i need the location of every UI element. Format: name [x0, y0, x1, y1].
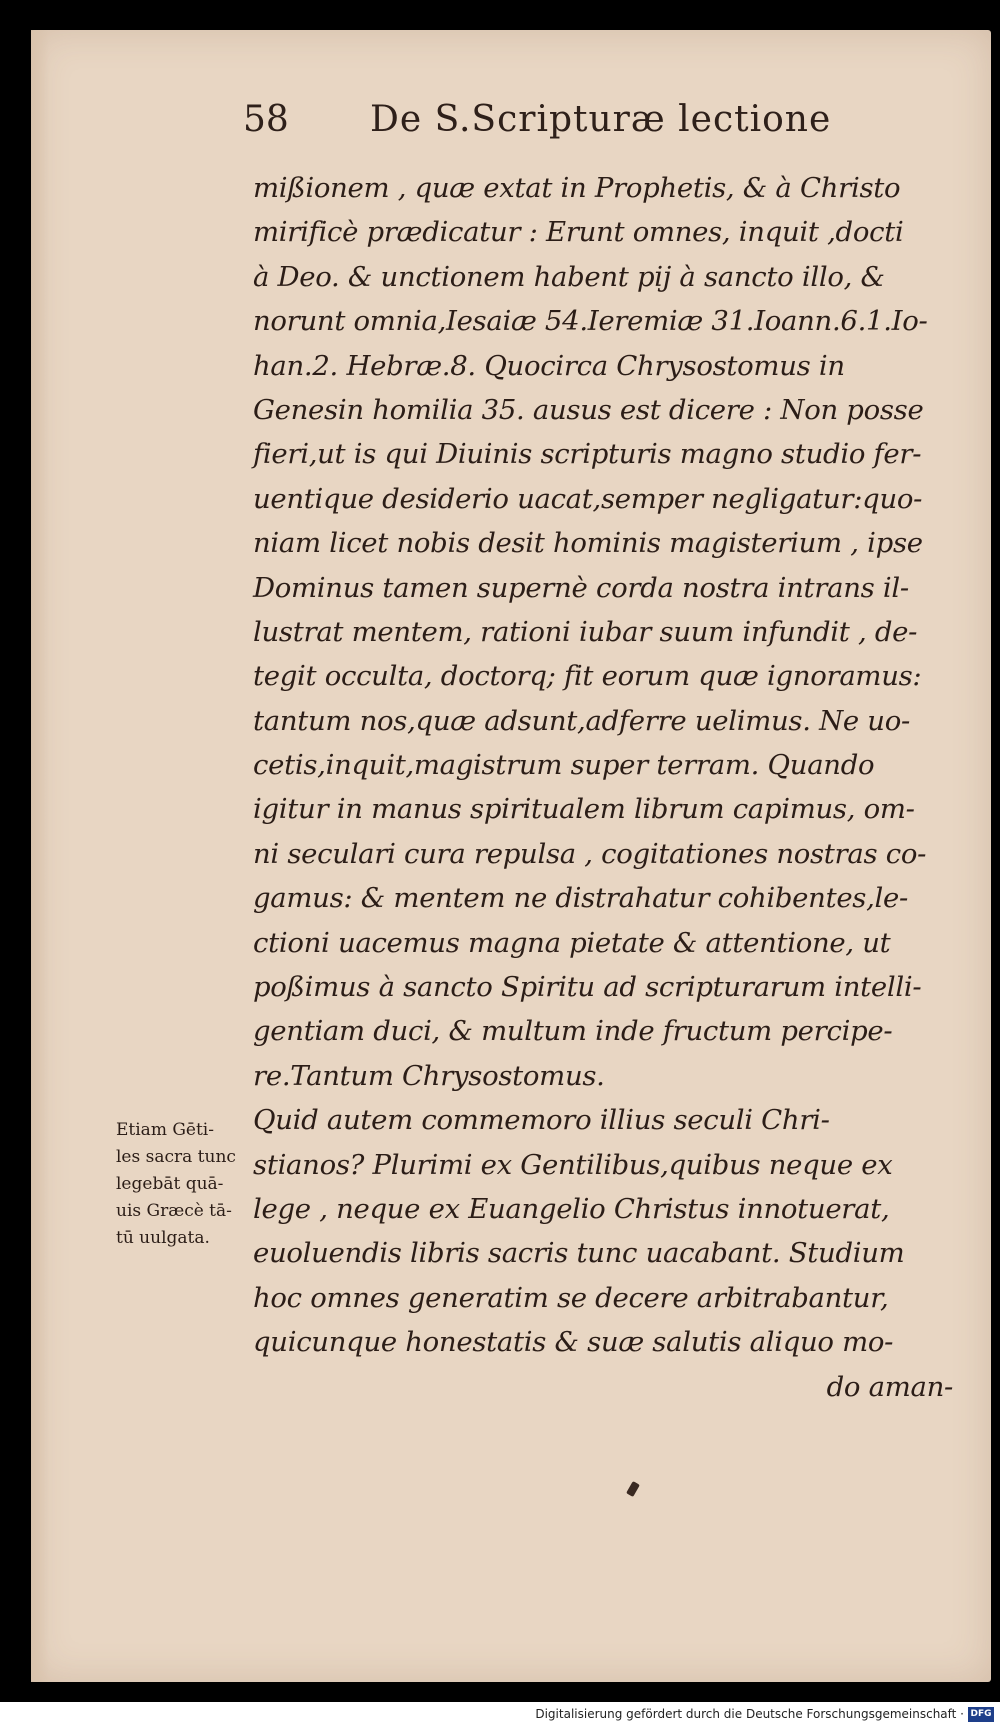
running-title: De S.Scripturæ lectione: [370, 99, 832, 140]
text-line: igitur in manus spiritualem librum capimus, om-: [253, 793, 915, 826]
text-line: poßimus à sancto Spiritu ad scripturarum intelli-: [253, 971, 922, 1004]
text-line: han.2. Hebræ.8. Quocirca Chrysostomus in: [253, 349, 845, 382]
text-line: uentique desiderio uacat,semper negligatur:quo-: [253, 482, 923, 515]
text-line: hoc omnes generatim se decere arbitrabantur,: [253, 1281, 889, 1314]
text-line: gamus: & mentem ne distrahatur cohibentes,le-: [253, 882, 909, 915]
text-line: gentiam duci, & multum inde fructum percipe-: [253, 1015, 893, 1048]
text-line: Dominus tamen supernè corda nostra intrans il-: [253, 571, 909, 604]
page-number: 58: [243, 99, 289, 140]
text-line: mißionem , quæ extat in Prophetis, & à Christo: [253, 172, 901, 204]
text-line: à Deo. & unctionem habent pij à sancto illo, &: [253, 260, 885, 293]
text-line: tantum nos,quæ adsunt,adferre uelimus. Ne uo-: [253, 704, 910, 737]
text-line: ni seculari cura repulsa , cogitationes nostras co-: [253, 837, 927, 870]
page-header: [243, 95, 843, 151]
footer-bar: [0, 1702, 1000, 1728]
margin-note-line: les sacra tunc: [116, 1147, 236, 1167]
margin-note-line: Etiam Gēti-: [116, 1120, 214, 1140]
text-line: cetis,inquit,magistrum super terram. Quando: [253, 749, 875, 782]
text-line: re.Tantum Chrysostomus.: [253, 1059, 605, 1092]
text-line: Quid autem commemoro illius seculi Chri-: [253, 1104, 830, 1137]
text-line: euoluendis libris sacris tunc uacabant. Studium: [253, 1237, 905, 1270]
text-line: lustrat mentem, rationi iubar suum infundit , de-: [253, 615, 918, 648]
margin-note-line: uis Græcè tā-: [116, 1201, 232, 1221]
text-line: norunt omnia,Iesaiæ 54.Ieremiæ 31.Ioann.6.1.Io-: [253, 305, 928, 338]
text-line: Genesin homilia 35. ausus est dicere : Non posse: [253, 393, 924, 426]
text-line: fieri,ut is qui Diuinis scripturis magno studio fer-: [253, 438, 922, 471]
main-text-block: [253, 166, 953, 1409]
text-line: tegit occulta, doctorq; fit eorum quæ ignoramus:: [253, 660, 922, 693]
dfg-logo-icon: DFG: [968, 1707, 994, 1722]
text-line: mirificè prædicatur : Erunt omnes, inquit ,docti: [253, 216, 904, 249]
margin-note: [116, 1117, 286, 1252]
margin-note-line: tū uulgata.: [116, 1228, 210, 1248]
text-line: ctioni uacemus magna pietate & attentione, ut: [253, 926, 891, 959]
text-line: quicunque honestatis & suæ salutis aliquo mo-: [253, 1326, 894, 1359]
margin-note-line: legebāt quā-: [116, 1174, 224, 1194]
text-line: stianos? Plurimi ex Gentilibus,quibus neque ex: [253, 1148, 893, 1181]
page-gutter-shadow: [31, 30, 49, 1682]
footer-credit: Digitalisierung gefördert durch die Deutsche Forschungsgemeinschaft ·: [535, 1707, 964, 1721]
catchword-line: do aman-: [826, 1370, 953, 1403]
text-line: lege , neque ex Euangelio Christus innotuerat,: [253, 1192, 890, 1225]
text-line: niam licet nobis desit hominis magisterium , ipse: [253, 527, 923, 560]
